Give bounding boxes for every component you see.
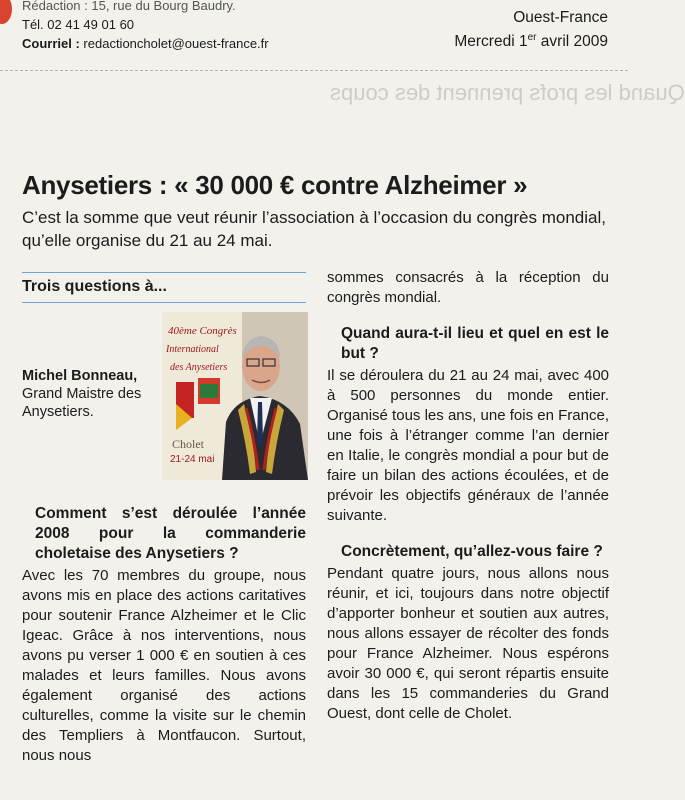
- contact-block: [22, 0, 269, 53]
- right-column: [327, 268, 609, 724]
- header-rule: [0, 70, 628, 71]
- photo-caption: [22, 367, 142, 421]
- banner-line-1: 40ème Congrès: [168, 325, 237, 337]
- paper-name: Ouest-France: [513, 9, 608, 26]
- answer-2: Il se déroulera du 21 au 24 mai, avec 400 à 500 personnes du monde entier. Organisé tous les ans, une fois en France, une fois à l’étranger comme l’an dernier en Italie, le congrès mondial a pour but de faire un bilan des actions écoulées, et de prévoir les objectifs généraux de l’année suivante.: [327, 367, 609, 524]
- caption-name: Michel Bonneau,: [22, 368, 138, 384]
- left-column: [22, 504, 306, 766]
- bleed-through-text: Quand les profs prennent des coups: [330, 80, 685, 105]
- section-rule-bottom: [22, 302, 306, 303]
- question-2: Quand aura-t-il lieu et quel en est le but ?: [341, 325, 609, 362]
- courriel-line: [22, 34, 269, 53]
- tel-line: Tél. 02 41 49 01 60: [22, 17, 135, 32]
- portrait-illustration: [162, 312, 308, 480]
- section-title: Trois questions à...: [22, 278, 167, 295]
- photo-city: Cholet: [172, 437, 204, 451]
- question-1: Comment s’est déroulée l’année 2008 pour la commanderie choletaise des Anysetiers ?: [35, 505, 306, 562]
- masthead-block: [454, 8, 608, 52]
- courriel-label: Courriel :: [22, 36, 80, 51]
- article-headline: Anysetiers : « 30 000 € contre Alzheimer »: [22, 170, 528, 200]
- question-3: Concrètement, qu’allez-vous faire ?: [341, 543, 603, 560]
- answer-1: Avec les 70 membres du groupe, nous avons mis en place des actions caritatives pour soutenir France Alzheimer et le Clic Igeac. Grâce à nos interventions, nous avons pu verser 1 000 € en soutien à ces malades et leurs familles. Nous avons également organisé des actions culturelles, comme la visite sur le chemin des Templiers à Montfaucon. Surtout, nous nous: [22, 567, 306, 764]
- courriel-value: redactioncholet@ouest-france.fr: [83, 36, 269, 51]
- caption-role: Grand Maistre des Anysetiers.: [22, 386, 142, 420]
- article-deck: C’est la somme que veut réunir l’association à l’occasion du congrès mondial, qu’elle organise du 21 au 24 mai.: [22, 208, 606, 250]
- redaction-line: Rédaction : 15, rue du Bourg Baudry.: [22, 0, 236, 13]
- portrait-photo: [162, 312, 308, 480]
- section-rule-top: [22, 272, 306, 273]
- banner-line-2: International: [166, 344, 219, 355]
- issue-date: Mercredi 1er avril 2009: [454, 32, 608, 51]
- answer-1-continued: sommes consacrés à la réception du congrès mondial.: [327, 269, 609, 306]
- red-mark: [0, 0, 12, 24]
- photo-dates: 21-24 mai: [170, 454, 215, 465]
- answer-3: Pendant quatre jours, nous allons nous réunir, et ici, toujours dans notre objectif d’apporter bonheur et soutien aux autres, nous allons essayer de récolter des fonds pour France Alzheimer. Nous espérons avoir 30 000 €, qui seront répartis ensuite dans les 15 commanderies du Grand Ouest, dont celle de Cholet.: [327, 565, 609, 722]
- banner-line-3: des Anysetiers: [170, 362, 228, 373]
